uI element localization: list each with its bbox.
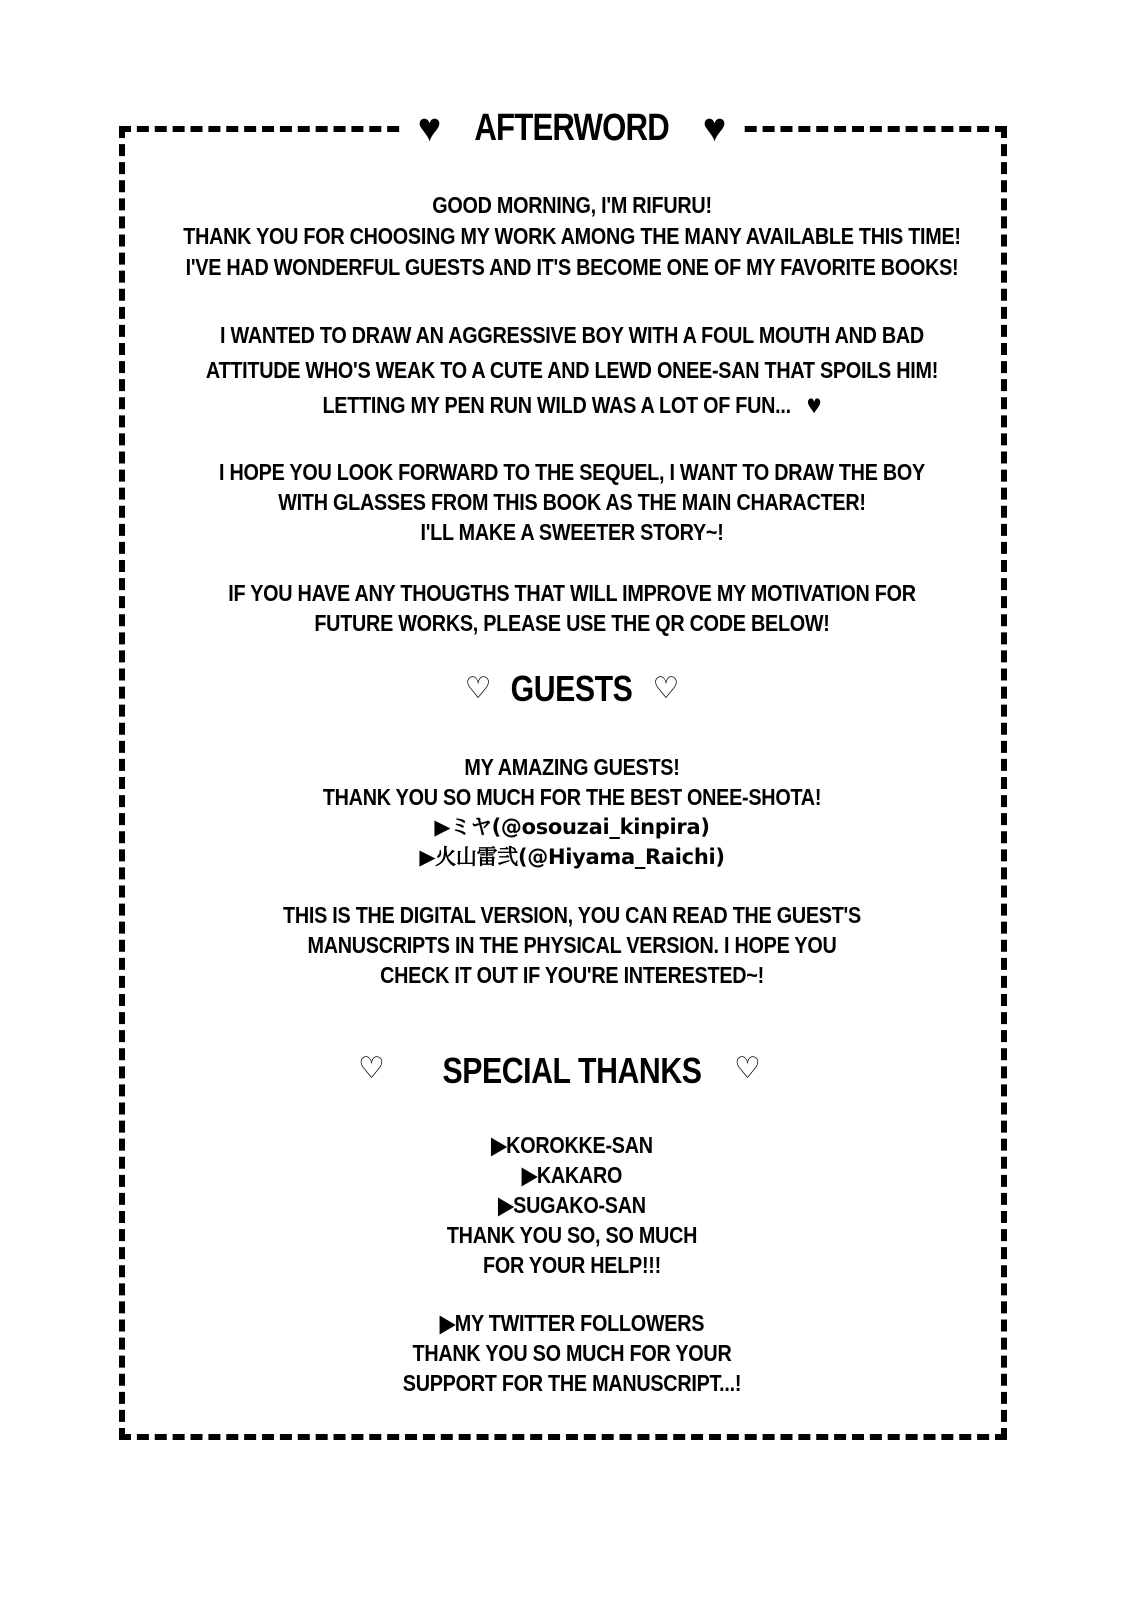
guest-item: ▶ミヤ(@osouzai_kinpira) [434, 815, 710, 839]
thanks-item: ▶KAKARO [521, 1162, 623, 1188]
guests-paragraph [0, 752, 1144, 872]
thanks-item: ▶SUGAKO-SAN [498, 1192, 646, 1218]
heart-right-icon: ♥ [702, 106, 727, 150]
followers-item: ▶MY TWITTER FOLLOWERS [439, 1310, 705, 1336]
followers-paragraph [0, 1308, 1144, 1398]
text-line: THANK YOU SO MUCH FOR THE BEST ONEE-SHOTA! [322, 784, 822, 810]
page-title: AFTERWORD [474, 106, 670, 149]
afterword-header [0, 100, 1144, 156]
text-line: THIS IS THE DIGITAL VERSION, YOU CAN READ THE GUEST'S [283, 902, 861, 928]
thanks-item: ▶KOROKKE-SAN [491, 1132, 653, 1158]
text-line: ATTITUDE WHO'S WEAK TO A CUTE AND LEWD ONEE-SAN THAT SPOILS HIM! [205, 357, 939, 383]
qr-paragraph [0, 578, 1144, 638]
text-line: I HOPE YOU LOOK FORWARD TO THE SEQUEL, I WANT TO DRAW THE BOY [219, 459, 925, 485]
text-line: I'LL MAKE A SWEETER STORY~! [420, 519, 724, 545]
text-line: I WANTED TO DRAW AN AGGRESSIVE BOY WITH A FOUL MOUTH AND BAD [220, 322, 924, 348]
text-line: THANK YOU SO MUCH FOR YOUR [412, 1340, 732, 1366]
heart-icon: ♥ [806, 394, 822, 418]
text-line: WITH GLASSES FROM THIS BOOK AS THE MAIN CHARACTER! [278, 489, 866, 515]
text-line: CHECK IT OUT IF YOU'RE INTERESTED~! [380, 962, 764, 988]
heart-outline-icon: ♡ [734, 1051, 761, 1086]
guests-title: GUESTS [511, 668, 633, 709]
text-line-with-heart [80, 388, 1064, 424]
guests-heading [0, 668, 1144, 710]
text-line: MANUSCRIPTS IN THE PHYSICAL VERSION. I HOPE YOU [307, 932, 837, 958]
text-line: IF YOU HAVE ANY THOUGTHS THAT WILL IMPROVE MY MOTIVATION FOR [228, 580, 916, 606]
text-line: I'VE HAD WONDERFUL GUESTS AND IT'S BECOME ONE OF MY FAVORITE BOOKS! [185, 254, 959, 280]
text-line: FOR YOUR HELP!!! [483, 1252, 661, 1278]
text-line: SUPPORT FOR THE MANUSCRIPT...! [402, 1370, 742, 1396]
guest-item: ▶火山雷弐(@Hiyama_Raichi) [419, 845, 725, 869]
digital-note-paragraph [0, 900, 1144, 990]
special-thanks-list [0, 1130, 1144, 1280]
text-line: THANK YOU SO, SO MUCH [446, 1222, 698, 1248]
heart-left-icon: ♥ [417, 106, 442, 150]
text-line: THANK YOU FOR CHOOSING MY WORK AMONG THE MANY AVAILABLE THIS TIME! [183, 223, 961, 249]
heart-outline-icon: ♡ [464, 671, 492, 706]
motivation-paragraph [0, 318, 1144, 424]
heart-outline-icon: ♡ [652, 671, 680, 706]
heart-outline-icon: ♡ [358, 1051, 385, 1086]
text-line: FUTURE WORKS, PLEASE USE THE QR CODE BELOW! [314, 610, 830, 636]
sequel-paragraph [0, 457, 1144, 547]
text-line: GOOD MORNING, I'M RIFURU! [432, 192, 712, 218]
intro-paragraph [0, 190, 1144, 283]
text-line: MY AMAZING GUESTS! [464, 754, 680, 780]
text-fragment: LETTING MY PEN RUN WILD WAS A LOT OF FUN... [322, 392, 791, 418]
special-thanks-title: SPECIAL THANKS [442, 1050, 702, 1091]
